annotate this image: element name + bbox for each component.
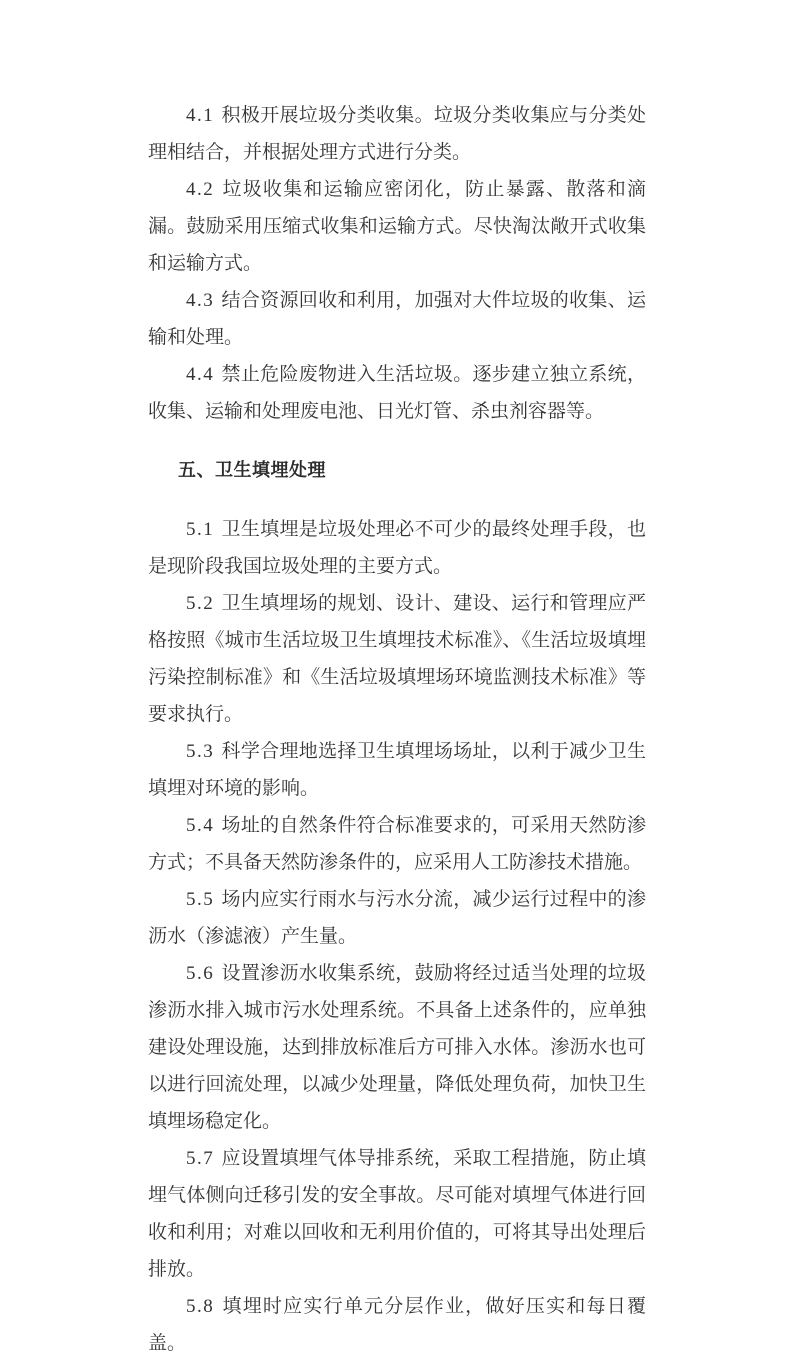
clause-4-2-number: 4.2	[186, 179, 215, 200]
clause-4-1-text: 积极开展垃圾分类收集。垃圾分类收集应与分类处理相结合，并根据处理方式进行分类。	[148, 104, 646, 163]
clause-5-4-text: 场址的自然条件符合标准要求的，可采用天然防渗方式；不具备天然防渗条件的，应采用人工防渗技术措施。	[148, 814, 646, 873]
clause-5-1-text: 卫生填埋是垃圾处理必不可少的最终处理手段，也是现阶段我国垃圾处理的主要方式。	[148, 518, 646, 577]
clause-5-1	[148, 511, 646, 585]
clause-5-2-text: 卫生填埋场的规划、设计、建设、运行和管理应严格按照《城市生活垃圾卫生填埋技术标准》、《生活垃圾填埋污染控制标准》和《生活垃圾填埋场环境监测技术标准》等要求执行。	[148, 592, 646, 725]
heading-space-above	[148, 430, 646, 452]
clause-4-4-text: 禁止危险废物进入生活垃圾。逐步建立独立系统，收集、运输和处理废电池、日光灯管、杀虫剂容器等。	[148, 363, 646, 422]
clause-4-3-text: 结合资源回收和利用，加强对大件垃圾的收集、运输和处理。	[148, 289, 646, 348]
clause-5-6-number: 5.6	[186, 963, 215, 984]
clause-5-5-text: 场内应实行雨水与污水分流，减少运行过程中的渗沥水（渗滤液）产生量。	[148, 888, 646, 947]
clause-4-4	[148, 356, 646, 430]
clause-5-3	[148, 733, 646, 807]
clause-5-7-number: 5.7	[186, 1148, 215, 1169]
clause-4-3-number: 4.3	[186, 290, 215, 311]
clause-4-4-number: 4.4	[186, 364, 215, 385]
clause-4-1-number: 4.1	[186, 105, 215, 126]
clause-5-2-number: 5.2	[186, 593, 215, 614]
clause-5-3-number: 5.3	[186, 741, 215, 762]
clause-5-2	[148, 585, 646, 733]
clause-4-2	[148, 171, 646, 282]
clause-5-8	[148, 1288, 646, 1362]
clause-4-2-text: 垃圾收集和运输应密闭化，防止暴露、散落和滴漏。鼓励采用压缩式收集和运输方式。尽快淘汰敞开式收集和运输方式。	[148, 178, 646, 274]
clause-5-3-text: 科学合理地选择卫生填埋场场址，以利于减少卫生填埋对环境的影响。	[148, 740, 646, 799]
section-heading-5: 五、卫生填埋处理	[178, 460, 326, 481]
clause-4-1	[148, 97, 646, 171]
clause-5-7	[148, 1140, 646, 1288]
clause-5-1-number: 5.1	[186, 519, 215, 540]
clause-5-5-number: 5.5	[186, 889, 215, 910]
clause-5-6	[148, 955, 646, 1140]
clause-4-3	[148, 282, 646, 356]
clause-5-6-text: 设置渗沥水收集系统，鼓励将经过适当处理的垃圾渗沥水排入城市污水处理系统。不具备上述条件的，应单独建设处理设施，达到排放标准后方可排入水体。渗沥水也可以进行回流处理，以减少处理量，降低处理负荷，加快卫生填埋场稳定化。	[148, 962, 646, 1132]
clause-5-7-text: 应设置填埋气体导排系统，采取工程措施，防止填埋气体侧向迁移引发的安全事故。尽可能对填埋气体进行回收和利用；对难以回收和无利用价值的，可将其导出处理后排放。	[148, 1147, 646, 1280]
clause-5-8-number: 5.8	[186, 1296, 215, 1317]
clause-5-5	[148, 881, 646, 955]
clause-5-8-text: 填埋时应实行单元分层作业，做好压实和每日覆盖。	[148, 1295, 646, 1354]
document-text-block	[148, 97, 646, 1362]
clause-5-4	[148, 807, 646, 881]
heading-space-below	[148, 489, 646, 511]
clause-5-4-number: 5.4	[186, 815, 215, 836]
